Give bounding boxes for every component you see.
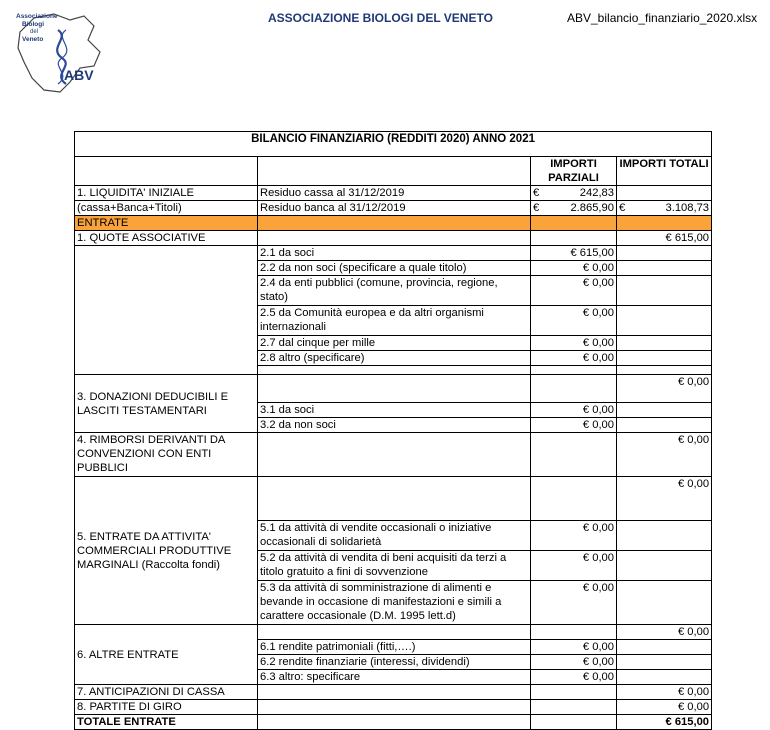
liquidity-total: € 3.108,73: [617, 201, 712, 216]
rimborsi-total: € 0,00: [617, 433, 712, 477]
partite-row: [75, 700, 712, 715]
item-label: 6.1 rendite patrimoniali (fitti,….): [258, 640, 531, 655]
logo-abbr: ABV: [64, 67, 94, 83]
liquidity-bank-row: [75, 201, 712, 216]
item-label: 6.2 rendite finanziarie (interessi, dividendi): [258, 655, 531, 670]
commerciali-total: € 0,00: [617, 477, 712, 521]
item-value: € 0,00: [531, 403, 617, 418]
item-value: € 0,00: [531, 261, 617, 276]
file-name: ABV_bilancio_finanziario_2020.xlsx: [567, 11, 758, 25]
item-value: € 0,00: [531, 336, 617, 351]
partite-label: 8. PARTITE DI GIRO: [75, 700, 258, 715]
cash-label: Residuo cassa al 31/12/2019: [258, 186, 531, 201]
logo-text-1: Associazione: [16, 13, 58, 20]
item-value: € 0,00: [531, 581, 617, 625]
item-value: € 0,00: [531, 670, 617, 685]
item-value: € 0,00: [531, 418, 617, 433]
logo-text-3: del: [30, 29, 39, 35]
totale-row: [75, 715, 712, 730]
bank-value: € 2.865,90: [531, 201, 617, 216]
entrate-label: ENTRATE: [75, 216, 258, 231]
liquidity-sublabel: (cassa+Banca+Titoli): [75, 201, 258, 216]
item-label: 2.8 altro (specificare): [258, 351, 531, 366]
item-value: € 0,00: [531, 351, 617, 366]
entrate-row: [75, 216, 712, 231]
item-label: 2.5 da Comunità europea e da altri organismi internazionali: [258, 306, 531, 336]
item-value: € 0,00: [531, 306, 617, 336]
header-total: IMPORTI TOTALI: [617, 157, 712, 186]
quote-total: € 615,00: [617, 231, 712, 246]
item-label: 2.1 da soci: [258, 246, 531, 261]
item-label: 3.1 da soci: [258, 403, 531, 418]
item-label: 5.2 da attività di vendita di beni acquisiti da terzi a titolo gratuito a fini di sovvenzione: [258, 551, 531, 581]
altre-label: 6. ALTRE ENTRATE: [75, 625, 258, 685]
donazioni-total: € 0,00: [617, 375, 712, 403]
totale-label: TOTALE ENTRATE: [75, 715, 258, 730]
abv-logo: [14, 8, 110, 100]
logo-text-4: Veneto: [22, 36, 44, 43]
item-value: € 0,00: [531, 551, 617, 581]
item-value: € 0,00: [531, 655, 617, 670]
veneto-map-logo-icon: [14, 8, 110, 100]
table-title: BILANCIO FINANZIARIO (REDDITI 2020) ANNO 2021: [75, 132, 712, 157]
rimborsi-label: 4. RIMBORSI DERIVANTI DA CONVENZIONI CON ENTI PUBBLICI: [75, 433, 258, 477]
column-header-row: [75, 157, 712, 186]
table-row: [75, 246, 712, 261]
item-value: € 615,00: [531, 246, 617, 261]
anticipazioni-row: [75, 685, 712, 700]
logo-text-2: Biologi: [22, 21, 45, 28]
quote-row: [75, 231, 712, 246]
liquidity-label: 1. LIQUIDITA' INIZIALE: [75, 186, 258, 201]
balance-table: [74, 131, 712, 730]
altre-total: € 0,00: [617, 625, 712, 640]
rimborsi-row: [75, 433, 712, 477]
totale-value: € 615,00: [617, 715, 712, 730]
donazioni-label: 3. DONAZIONI DEDUCIBILI E LASCITI TESTAMENTARI: [75, 375, 258, 433]
anticipazioni-label: 7. ANTICIPAZIONI DI CASSA: [75, 685, 258, 700]
item-label: 2.7 dal cinque per mille: [258, 336, 531, 351]
organization-name: ASSOCIAZIONE BIOLOGI DEL VENETO: [268, 11, 493, 25]
item-label: 3.2 da non soci: [258, 418, 531, 433]
bank-label: Residuo banca al 31/12/2019: [258, 201, 531, 216]
cash-value: € 242,83: [531, 186, 617, 201]
item-value: € 0,00: [531, 521, 617, 551]
liquidity-cash-row: [75, 186, 712, 201]
item-label: 5.3 da attività di somministrazione di alimenti e bevande in occasione di manifestazioni e simili a carattere occasionale (D.M. 1995 lett.d): [258, 581, 531, 625]
commerciali-row: [75, 477, 712, 521]
item-label: 5.1 da attività di vendite occasionali o iniziative occasionali di solidarietà: [258, 521, 531, 551]
item-value: € 0,00: [531, 276, 617, 306]
item-value: € 0,00: [531, 640, 617, 655]
item-label: 2.2 da non soci (specificare a quale titolo): [258, 261, 531, 276]
quote-label: 1. QUOTE ASSOCIATIVE: [75, 231, 258, 246]
item-label: 6.3 altro: specificare: [258, 670, 531, 685]
anticipazioni-total: € 0,00: [617, 685, 712, 700]
table-title-row: [75, 132, 712, 157]
item-label: 2.4 da enti pubblici (comune, provincia, regione, stato): [258, 276, 531, 306]
altre-row: [75, 625, 712, 640]
donazioni-row: [75, 375, 712, 403]
header-partial: IMPORTI PARZIALI: [531, 157, 617, 186]
partite-total: € 0,00: [617, 700, 712, 715]
commerciali-label: 5. ENTRATE DA ATTIVITA' COMMERCIALI PRODUTTIVE MARGINALI (Raccolta fondi): [75, 477, 258, 625]
